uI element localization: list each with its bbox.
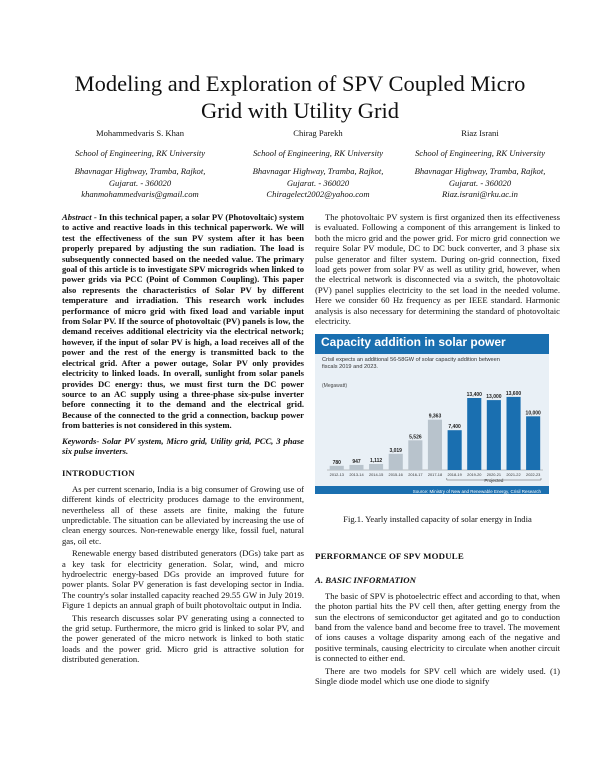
chart-data-label: 7,400: [448, 424, 461, 431]
chart-subtitle: Crisil expects an additional 56-58GW of solar capacity addition between fiscals 2019 and 2023.: [322, 357, 500, 371]
basic-paragraph-2: There are two models for SPV cell which are widely used. (1) Single diode model which use one diode to signify: [315, 665, 560, 686]
author-affiliation: School of Engineering, RK University: [414, 147, 546, 158]
chart-x-tick-label: 2022-23: [526, 472, 541, 478]
chart-bar: [389, 454, 403, 470]
author-name: Mohammedvaris S. Khan: [95, 128, 185, 138]
author-affiliation: School of Engineering, RK University: [74, 147, 206, 158]
chart-title: Capacity addition in solar power: [321, 335, 506, 350]
title-line-1: Modeling and Exploration of SPV Coupled Micro: [74, 71, 526, 96]
author-name: Chirag Parekh: [293, 128, 343, 138]
author-email: Chiragelect2002@yahoo.com: [266, 189, 370, 199]
subsection-heading-basic-information: A. BASIC INFORMATION: [315, 575, 416, 586]
chart-x-tick-label: 2021-22: [506, 472, 521, 478]
intro-paragraph-1: As per current scenario, India is a big consumer of Growing use of different kinds of electricity produces damage to the environment, nevertheless all of these assets are finite, making the future unpredictable. The situation can be alleviated by increasing the use of clean energy sources. Non-renewable energy like, fossil fuel, natural gas, oil etc.: [62, 483, 304, 546]
chart-bar: [349, 465, 363, 470]
intro-paragraph-3: This research discusses solar PV generating using a connected to the grid setup. Furthermore, the micro grid is linked to solar PV, and the power generated of the micro network is linked to both static loads and the power grid. Micro grid is attractive solution for distributed generation.: [62, 612, 304, 665]
chart-bar: [467, 398, 481, 470]
chart-projected-label: Projected: [484, 478, 504, 484]
section-heading-introduction: INTRODUCTION: [62, 468, 135, 479]
chart-data-label: 947: [352, 459, 361, 466]
chart-source: Source: Ministry of New and Renewable Energy, Crisil Research: [412, 489, 541, 495]
chart-x-tick-label: 2020-21: [486, 472, 502, 478]
chart-data-label: 780: [332, 460, 341, 467]
chart-data-label: 13,600: [505, 391, 522, 398]
chart-data-label: 10,000: [525, 410, 541, 417]
chart-x-tick-label: 2015-16: [388, 472, 403, 478]
basic-paragraph-1: The basic of SPV is photoelectric effect and according to that, when the photon partial hits the PV cell then, after getting energy from the sun the electrons of semiconductor get agitated and go to conduction band from the valence band and become free to travel. The movement of ions causes a voltage disparity among each of the negative and positive terminals, causing electricity to circulate when another circuit is connected to either end.: [315, 590, 560, 664]
chart-x-tick-label: 2013-14: [349, 472, 364, 478]
chart-x-tick-label: 2018-19: [447, 472, 462, 478]
intro-paragraph-2: Renewable energy based distributed generators (DGs) take part as a key task for electricity generation. Solar, wind, and micro hydroelectric energy-based DGs provide an improved future for power plants. Solar PV generation is fast developing sector in India. The country's solar installed capacity reached 29.55 GW in July 2019. Figure 1 depicts an annual graph of built photovoltaic output in India.: [62, 548, 304, 611]
chart-bar: [330, 466, 344, 470]
chart-source-bar: [315, 486, 549, 494]
chart-x-tick-label: 2016-17: [408, 472, 423, 478]
author-address: Bhavnagar Highway, Tramba, Rajkot, Gujarat. - 360020: [414, 166, 546, 188]
chart-x-tick-label: 2014-15: [368, 472, 384, 478]
chart-x-tick-label: 2019-20: [467, 472, 482, 478]
author-3: [400, 128, 560, 201]
left-column: [62, 212, 304, 667]
title-line-2: Grid with Utility Grid: [200, 98, 400, 123]
chart-bar: [448, 431, 462, 471]
chart-data-label: 9,363: [428, 414, 442, 421]
chart-bar: [526, 417, 540, 471]
abstract-label: Abstract: [62, 212, 92, 222]
author-address: Bhavnagar Highway, Tramba, Rajkot, Gujarat. - 360020: [252, 166, 384, 188]
keywords-label: Keywords-: [62, 435, 100, 446]
keywords: [62, 436, 304, 457]
chart-data-label: 13,000: [486, 394, 502, 401]
chart-x-tick-label: 2012-13: [329, 472, 344, 478]
author-name: Riaz Israni: [461, 128, 499, 138]
chart-y-unit: (Megawatt): [322, 383, 348, 390]
author-2: [238, 128, 398, 201]
chart-x-tick-label: 2017-18: [427, 472, 443, 478]
chart-data-label: 5,526: [409, 434, 422, 441]
author-email: khanmohammedvaris@gmail.com: [81, 189, 199, 199]
chart-data-label: 1,112: [369, 458, 383, 465]
chart-bar: [507, 397, 521, 470]
right-column: [315, 212, 560, 688]
right-paragraph-1: The photovoltaic PV system is first organized then its effectiveness is evaluated. Following a component of this arrangement is linked to both the micro grid and the power grid. For micro grid connection we require Solar PV module, DC to DC buck converter, and 3 phase six pulse generator and filter system. During on-grid connection, fixed load gets power from solar PV as well as utility grid, however, when the electrical network is disconnected via a switch, the photovoltaic (PV) panel supplies electricity to the set load in the needed volume. Here we consider 60 Hz frequency as per IEEE standard. Harmonic analysis is also necessary for determining the standard of photovoltaic electricity.: [315, 212, 560, 327]
author-address: Bhavnagar Highway, Tramba, Rajkot, Gujarat. - 360020: [74, 166, 206, 188]
chart-bar: [428, 420, 442, 470]
bar-chart: [315, 334, 549, 494]
abstract: [62, 212, 304, 431]
chart-data-label: 3,019: [389, 448, 402, 455]
section-heading-performance: PERFORMANCE OF SPV MODULE: [315, 550, 464, 561]
abstract-text: - In this technical paper, a solar PV (Photovoltaic) system to active and reactive loads in this technical paperwork. We will test the effectiveness of the sun PV system after it has been properly prepared by adjusting the sun radiation. The load is subsequently connected based on the needed value. The primary goal of this article is to investigate SPV microgrids when linked to power grids via PCC (Point of Common Coupling). This paper also represents the characteristics of Solar PV by different temperature and irradiation. This research work includes performance of micro grid with fixed load and variable input from Solar PV. If the source of photovoltaic (PV) panels is low, the demand receives additional electricity via the electrical network; however, if the input of solar PV is high, a load receives all of the power and the rest of the energy is transmitted back to the electrical grid. After a power outage, Solar PV only provides electricity to linked loads. In overall, sunlight from solar panels provides DC energy: thus, we must first turn the DC power source to an AC supply using a three-phase six-pulse inverter before connecting it to the demand and the electrical grid. Because of the connected to the grid a connection, backup power from batteries is not considered in this system.: [62, 212, 304, 431]
chart-bar: [369, 464, 383, 470]
author-email: Riaz.israni@rku.ac.in: [442, 189, 518, 199]
chart-bar: [487, 401, 501, 471]
figure-1-chart: [315, 334, 549, 494]
author-1: [60, 128, 220, 201]
keywords-text: Solar PV system, Micro grid, Utility grid, PCC, 3 phase six pulse inverters.: [62, 435, 304, 456]
figure-caption: Fig.1. Yearly installed capacity of solar energy in India: [343, 514, 532, 525]
chart-bar: [408, 441, 422, 471]
author-affiliation: School of Engineering, RK University: [252, 147, 384, 158]
paper-title: [40, 70, 560, 124]
chart-data-label: 13,400: [466, 392, 482, 399]
